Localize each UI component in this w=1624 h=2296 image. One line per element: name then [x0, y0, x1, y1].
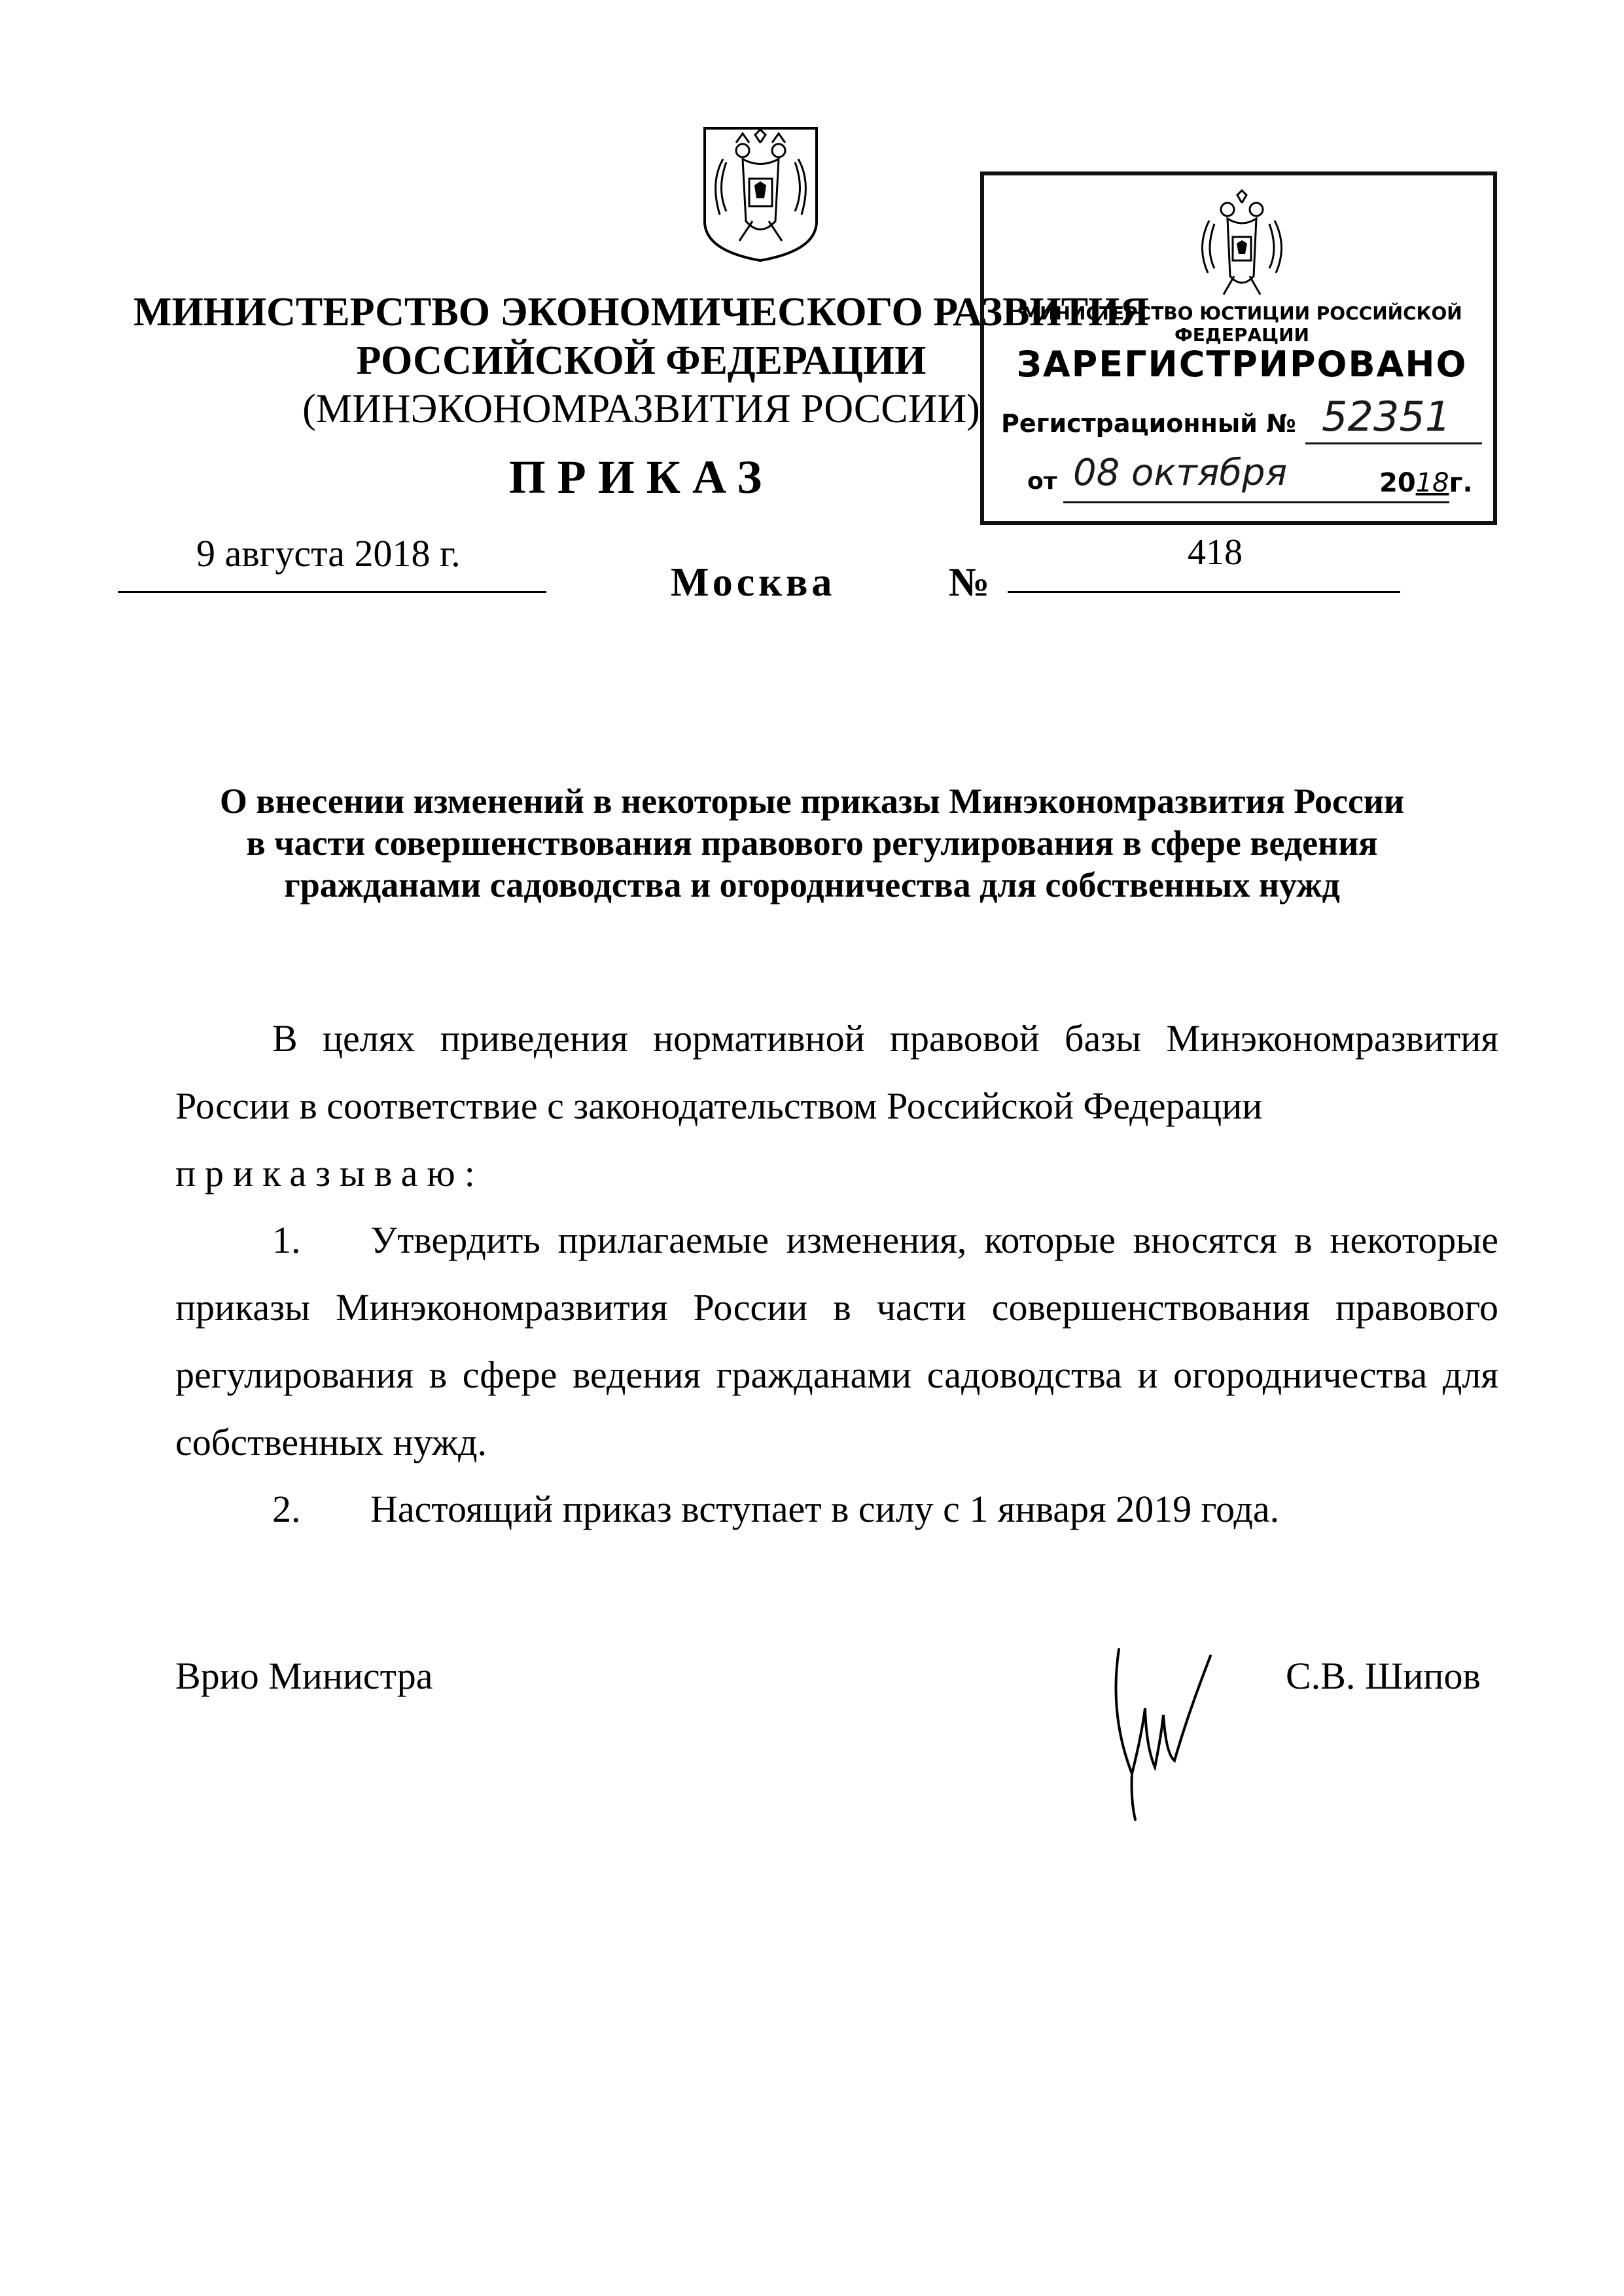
- subject-line3: гражданами садоводства и огородничества для собственных нужд: [284, 865, 1340, 905]
- number-sign: №: [949, 560, 990, 605]
- item2-text: Настоящий приказ вступает в силу с 1 января 2019 года.: [370, 1488, 1280, 1530]
- stamp-status: ЗАРЕГИСТРИРОВАНО: [1016, 344, 1468, 385]
- order-item-2: [175, 1475, 1498, 1543]
- subject-line1: О внесении изменений в некоторые приказы Минэкономразвития России: [219, 781, 1405, 821]
- stamp-registration-date: 08 октября: [1073, 452, 1288, 494]
- subject-line2: в части совершенствования правового регулирования в сфере ведения: [246, 823, 1378, 863]
- stamp-coat-of-arms-icon: [1190, 185, 1294, 306]
- handwritten-signature-icon: [1106, 1636, 1217, 1826]
- date-underline: [118, 591, 546, 593]
- order-word: приказываю:: [175, 1152, 484, 1194]
- stamp-year-suffix: г.: [1449, 468, 1473, 498]
- stamp-number-underline: [1305, 442, 1482, 444]
- order-item-1: [175, 1206, 1498, 1476]
- item2-number: 2.: [272, 1488, 301, 1530]
- signatory-position: Врио Министра: [175, 1655, 433, 1697]
- stamp-organization: МИНИСТЕРСТВО ЮСТИЦИИ РОССИЙСКОЙ ФЕДЕРАЦИИ: [1021, 302, 1462, 346]
- intro-text: В целях приведения нормативной правовой базы Минэкономразвития России в соответствие с законодательством Российской Федерации: [175, 1017, 1498, 1127]
- item1-number: 1.: [272, 1219, 301, 1261]
- signatory-name: С.В. Шипов: [1286, 1655, 1481, 1697]
- ministry-name-line2: РОССИЙСКОЙ ФЕДЕРАЦИИ: [356, 338, 927, 383]
- stamp-year: [1379, 468, 1473, 498]
- order-city: Москва: [671, 560, 836, 605]
- coat-of-arms-icon: [697, 123, 824, 264]
- document-subject: [131, 780, 1493, 906]
- order-date: 9 августа 2018 г.: [196, 532, 461, 575]
- order-number: 418: [1188, 532, 1243, 573]
- ministry-name-line1: МИНИСТЕРСТВО ЭКОНОМИЧЕСКОГО РАЗВИТИЯ: [133, 290, 1150, 334]
- intro-paragraph: [175, 1005, 1498, 1207]
- stamp-registration-label: Регистрационный №: [1001, 409, 1296, 438]
- item1-text: Утвердить прилагаемые изменения, которые вносятся в некоторые приказы Минэкономразвития России в части совершенствования правового регулирования в сфере ведения гражданами садоводства и огородничества для собственных нужд.: [175, 1219, 1498, 1463]
- stamp-date-underline: [1063, 501, 1449, 503]
- stamp-year-value: 18: [1415, 468, 1449, 498]
- stamp-from-label: от: [1027, 468, 1057, 495]
- stamp-year-prefix: 20: [1379, 468, 1416, 498]
- number-underline: [1008, 591, 1400, 593]
- ministry-short-name: (МИНЭКОНОМРАЗВИТИЯ РОССИИ): [302, 387, 980, 431]
- stamp-registration-number: 52351: [1322, 393, 1451, 440]
- document-type-title: ПРИКАЗ: [508, 451, 774, 503]
